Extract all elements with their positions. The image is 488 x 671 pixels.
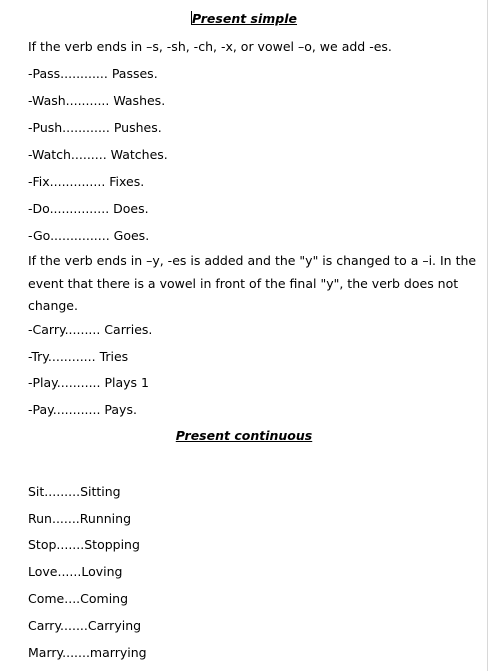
rule-y-paragraph: If the verb ends in –y, -es is added and the "y" is changed to a –i. In the event that there is a vowel in front of the final "y", the verb does not change. — [28, 253, 477, 313]
continuous-example-carry: Carry.......Carrying — [28, 618, 142, 633]
continuous-example-run: Run.......Running — [28, 511, 132, 526]
continuous-example-sit: Sit.........Sitting — [28, 484, 121, 499]
present-continuous-heading: Present continuous — [175, 428, 313, 443]
example-wash: -Wash........... Washes. — [28, 93, 166, 108]
example-pay: -Pay............ Pays. — [28, 402, 137, 417]
continuous-example-love: Love......Loving — [28, 564, 123, 579]
example-go: -Go............... Goes. — [28, 228, 150, 243]
example-push: -Push............ Pushes. — [28, 120, 162, 135]
example-watch: -Watch......... Watches. — [28, 147, 168, 162]
present-simple-heading — [0, 10, 488, 28]
example-carry: -Carry......... Carries. — [28, 322, 153, 337]
example-try: -Try............ Tries — [28, 349, 129, 364]
example-play: -Play........... Plays 1 — [28, 375, 149, 390]
rule-es-text: If the verb ends in –s, -sh, -ch, -x, or vowel –o, we add -es. — [28, 39, 392, 54]
example-pass: -Pass............ Passes. — [28, 66, 158, 81]
example-fix: -Fix.............. Fixes. — [28, 174, 145, 189]
continuous-example-marry: Marry.......marrying — [28, 645, 147, 660]
present-simple-title: Present simple — [191, 11, 298, 26]
example-do: -Do............... Does. — [28, 201, 149, 216]
continuous-example-stop: Stop.......Stopping — [28, 537, 140, 552]
continuous-example-come: Come....Coming — [28, 591, 129, 606]
